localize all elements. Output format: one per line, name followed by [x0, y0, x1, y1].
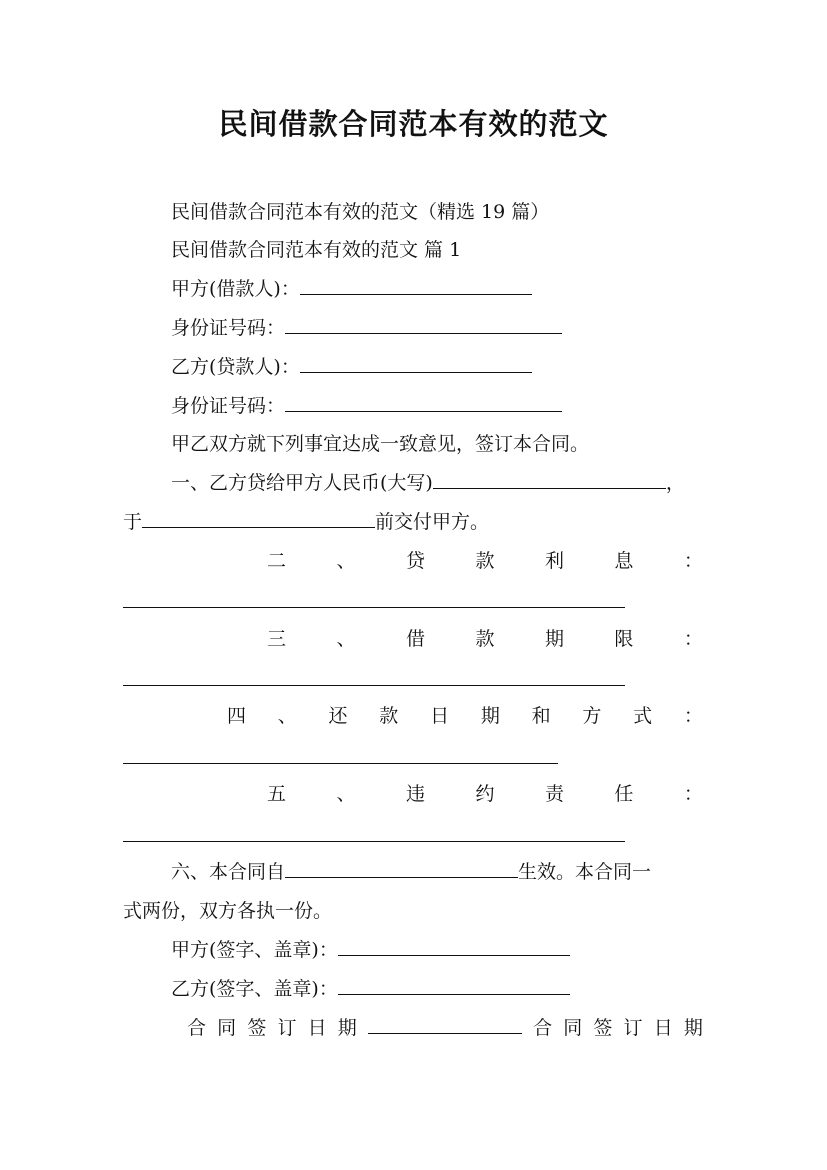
clause-5-char: 、	[336, 783, 356, 805]
clause-2-char: 款	[475, 550, 495, 572]
clause-4-char: 还	[328, 705, 348, 727]
date-char: 签	[593, 1017, 613, 1039]
date-char: 合	[187, 1017, 207, 1039]
effective-date-blank	[285, 859, 518, 878]
party-a-label: 甲方(借款人)：	[171, 278, 300, 300]
clause-5-char: 五	[267, 783, 287, 805]
party-a-blank	[300, 276, 532, 295]
clause-5-char: 约	[475, 783, 495, 805]
sign-b-line	[123, 976, 703, 1002]
clause-5-heading	[123, 781, 703, 807]
clause-3-char: 限	[614, 628, 634, 650]
date-char: 同	[563, 1017, 583, 1039]
signing-date-blank	[368, 1015, 522, 1034]
date-char: 订	[277, 1017, 297, 1039]
clause-4-heading	[123, 703, 703, 729]
clause-3-blank	[123, 684, 625, 686]
party-b-blank	[300, 354, 532, 373]
agreement-statement: 甲乙双方就下列事宜达成一致意见，签订本合同。	[171, 433, 590, 455]
date-char: 期	[683, 1017, 703, 1039]
clause-4-char: 期	[480, 705, 500, 727]
clause-4-char: 款	[379, 705, 399, 727]
clause-2-blank	[123, 606, 625, 608]
clause-5-char: 任	[614, 783, 634, 805]
signing-date-line	[123, 1015, 703, 1041]
clause-4-char: 式	[633, 705, 653, 727]
sign-a-label: 甲方(签字、盖章)：	[171, 939, 338, 961]
date-char: 同	[217, 1017, 237, 1039]
party-a-line	[123, 276, 703, 302]
clause-1-text: 一、乙方贷给甲方人民币(大写)	[171, 472, 433, 494]
clause-3-char: 、	[336, 628, 356, 650]
clause-4-char: 和	[531, 705, 551, 727]
clause-1-line-2	[123, 509, 703, 535]
clause-1-comma: ，	[665, 472, 685, 494]
clause-6-line-2: 式两份，双方各执一份。	[123, 900, 333, 922]
clause-4-char: 方	[582, 705, 602, 727]
clause-2-char: 二	[267, 550, 287, 572]
clause-2-char: 息	[614, 550, 634, 572]
clause-2-char: ：	[683, 550, 703, 572]
clause-6-suffix: 生效。本合同一	[518, 861, 652, 883]
amount-blank	[433, 470, 666, 489]
party-b-label: 乙方(贷款人)：	[171, 356, 300, 378]
clause-3-char: 款	[475, 628, 495, 650]
clause-2-char: 贷	[405, 550, 425, 572]
clause-4-char: 四	[227, 705, 247, 727]
id-a-blank	[285, 315, 562, 334]
clause-6-line-1	[123, 859, 703, 885]
section-heading: 民间借款合同范本有效的范文 篇 1	[171, 239, 462, 261]
clause-4-char: ：	[683, 705, 703, 727]
date-char: 期	[337, 1017, 357, 1039]
clause-5-char: 违	[405, 783, 425, 805]
sign-b-blank	[338, 976, 570, 995]
clause-4-blank	[123, 762, 558, 764]
delivery-date-blank	[142, 509, 375, 528]
party-b-line	[123, 354, 703, 380]
clause-5-char: ：	[683, 783, 703, 805]
date-char: 日	[307, 1017, 327, 1039]
clause-5-char: 责	[544, 783, 564, 805]
clause-4-char: 、	[277, 705, 297, 727]
clause-4-char: 日	[430, 705, 450, 727]
clause-2-heading	[123, 548, 703, 574]
sign-a-line	[123, 937, 703, 963]
id-a-line	[123, 315, 703, 341]
date-char: 合	[533, 1017, 553, 1039]
id-a-label: 身份证号码：	[171, 317, 286, 339]
clause-3-char: 借	[405, 628, 425, 650]
clause-3-heading	[123, 626, 703, 652]
id-b-blank	[285, 393, 562, 412]
clause-1-line-1	[123, 470, 703, 496]
id-b-label: 身份证号码：	[171, 395, 286, 417]
clause-2-char: 利	[544, 550, 564, 572]
clause-6-text: 六、本合同自	[171, 861, 286, 883]
clause-3-char: 期	[544, 628, 564, 650]
sign-b-label: 乙方(签字、盖章)：	[171, 978, 338, 1000]
clause-1-date-prefix: 于	[123, 511, 143, 533]
clause-1-suffix: 前交付甲方。	[375, 511, 490, 533]
document-title: 民间借款合同范本有效的范文	[218, 107, 609, 141]
date-char: 订	[623, 1017, 643, 1039]
id-b-line	[123, 393, 703, 419]
clause-3-char: ：	[683, 628, 703, 650]
sign-a-blank	[338, 937, 570, 956]
clause-2-char: 、	[336, 550, 356, 572]
subtitle: 民间借款合同范本有效的范文（精选 19 篇）	[171, 201, 550, 223]
date-char: 签	[247, 1017, 267, 1039]
clause-5-blank	[123, 840, 625, 842]
date-char: 日	[653, 1017, 673, 1039]
clause-3-char: 三	[267, 628, 287, 650]
